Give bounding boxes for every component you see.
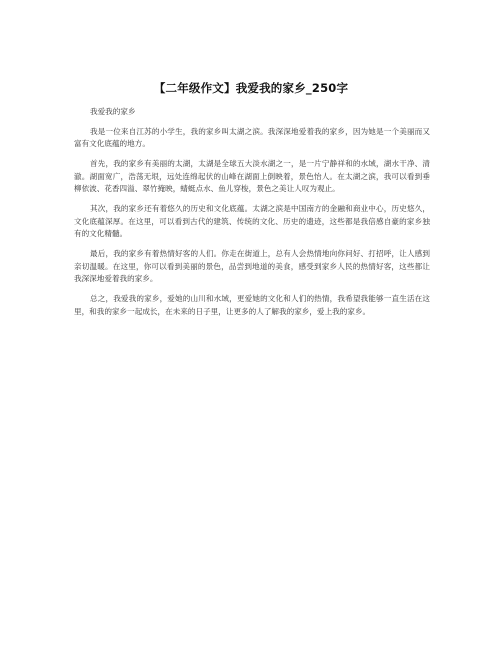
paragraph-last: 最后，我的家乡有着热情好客的人们。你走在街道上，总有人会热情地向你问好、打招呼，让人感到亲切温暖。在这里，你可以看到美丽的景色，品尝到地道的美食，感受到家乡人民的热情好客，这些都让我深深地爱着我的家乡。	[74, 249, 430, 284]
paragraph-second: 其次，我的家乡还有着悠久的历史和文化底蕴。太湖之滨是中国南方的金融和商业中心，历史悠久，文化底蕴深厚。在这里，可以看到古代的建筑、传统的文化、历史的遗迹，这些都是我倍感自豪的家乡独有的文化精髓。	[74, 204, 430, 239]
paragraph-heading: 我爱我的家乡	[90, 107, 136, 116]
paragraph-conclusion: 总之，我爱我的家乡，爱她的山川和水域，更爱她的文化和人们的热情，我希望我能够一直生活在这里，和我的家乡一起成长，在未来的日子里，让更多的人了解我的家乡，爱上我的家乡。	[74, 294, 430, 316]
document-title: 【二年级作文】我爱我的家乡_250字	[153, 81, 349, 95]
paragraph-intro: 我是一位来自江苏的小学生，我的家乡叫太湖之滨。我深深地爱着我的家乡，因为她是一个美丽而又富有文化底蕴的地方。	[74, 126, 430, 149]
paragraph-first: 首先，我的家乡有美丽的太湖，太湖是全球五大淡水湖之一，是一片宁静祥和的水域，湖水干净、清澈。湖面宽广，浩荡无垠，远处连绵起伏的山峰在湖面上倒映着，景色怡人。在太湖之滨，我可以看到垂柳依波、花香四溢、翠竹掩映，蜻蜓点水、鱼儿穿梭，景色之美让人叹为观止。	[74, 159, 430, 194]
document-body	[74, 106, 430, 325]
